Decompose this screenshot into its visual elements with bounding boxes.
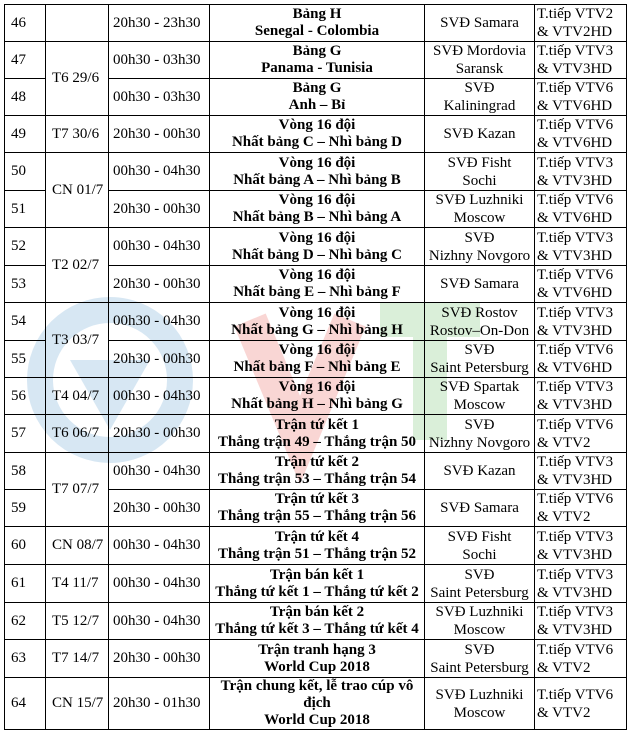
broadcast-cell [535,79,627,116]
match-info-cell [210,191,425,228]
match-line: Vòng 16 đội [278,379,356,395]
match-line: Bảng G [292,43,342,59]
kickoff-time-cell: 20h30 - 00h30 [109,415,210,453]
venue-line: SVĐ [464,641,495,658]
match-line: Thắng trận 49 – Thắng trận 50 [217,433,417,450]
match-line: Nhất bảng E – Nhì bảng F [233,284,401,300]
kickoff-time-cell: 20h30 - 00h30 [109,341,210,378]
match-line: Vòng 16 đội [278,154,356,171]
match-number-cell: 58 [5,453,46,490]
kickoff-time-cell: 00h30 - 04h30 [109,228,210,266]
broadcast-line: & VTV3HD [537,247,613,264]
match-info-cell [210,153,425,191]
kickoff-time-cell: 00h30 - 04h30 [109,565,210,603]
venue-cell [425,341,535,378]
broadcast-line: & VTV3HD [537,622,613,638]
match-number-cell: 51 [5,191,46,228]
venue-line: Moscow [453,397,506,413]
venue-line: Moscow [453,622,506,638]
broadcast-cell [535,303,627,341]
match-number-cell: 61 [5,565,46,603]
match-line: Vòng 16 đội [278,117,356,133]
table-row [5,116,627,153]
match-line: Trận bán kết 2 [269,604,365,620]
kickoff-time-cell: 20h30 - 01h30 [109,678,210,730]
broadcast-line: & VTV2 [537,704,591,721]
match-number-cell: 60 [5,527,46,565]
broadcast-line: & VTV3HD [537,172,613,189]
match-info-cell [210,266,425,303]
match-line: Thắng trận 53 – Thắng trận 54 [217,471,417,487]
table-row [5,565,627,603]
broadcast-line: T.tiếp VTV6 [537,342,614,358]
broadcast-cell [535,341,627,378]
match-day-cell: CN 01/7 [46,153,109,228]
match-line: Panama - Tunisia [261,60,373,76]
broadcast-line: & VTV6HD [537,98,613,114]
match-info-cell [210,678,425,730]
venue-line: SVĐ Luzhniki [435,686,524,703]
match-info-cell [210,378,425,415]
venue-line: Sochi [462,546,497,563]
broadcast-line: & VTV2HD [537,24,613,40]
venue-line: Nizhny Novgoro [428,247,531,264]
venue-cell [425,5,535,42]
kickoff-time-cell: 00h30 - 03h30 [109,42,210,79]
broadcast-line: T.tiếp VTV3 [537,566,614,583]
kickoff-time-cell: 20h30 - 00h30 [109,191,210,228]
match-number-cell: 46 [5,5,46,42]
table-row [5,378,627,415]
match-number-cell: 55 [5,341,46,378]
venue-line: SVĐ [464,80,495,96]
broadcast-line: & VTV2 [537,659,591,676]
match-line: Trận tứ kết 1 [274,416,360,433]
match-day-cell: T7 07/7 [46,453,109,527]
match-line: Vòng 16 đội [278,304,356,321]
venue-cell [425,378,535,415]
broadcast-line: T.tiếp VTV6 [537,686,614,703]
broadcast-line: T.tiếp VTV3 [537,604,614,620]
match-line: Vòng 16 đội [278,229,356,246]
match-info-cell [210,527,425,565]
broadcast-line: & VTV3HD [537,584,613,601]
kickoff-time-cell: 00h30 - 04h30 [109,603,210,640]
kickoff-time-cell: 00h30 - 04h30 [109,303,210,341]
kickoff-time-cell: 20h30 - 00h30 [109,640,210,678]
kickoff-time-cell: 20h30 - 00h30 [109,116,210,153]
match-day-cell: T7 30/6 [46,116,109,153]
match-number-cell: 49 [5,116,46,153]
match-info-cell [210,5,425,42]
venue-line: Saint Petersburg [430,659,529,676]
table-row [5,228,627,266]
broadcast-cell [535,603,627,640]
broadcast-cell [535,678,627,730]
match-line: Vòng 16 đội [278,267,356,283]
venue-cell [425,527,535,565]
venue-cell [425,415,535,453]
venue-line: SVĐ Kazan [443,126,516,142]
venue-line: Rostov–On-Don [429,322,530,339]
match-line: Nhất bảng D – Nhì bảng C [231,246,403,263]
match-info-cell [210,490,425,527]
venue-cell [425,191,535,228]
match-line: Thắng tứ kết 1 – Thắng tứ kết 2 [215,583,419,600]
broadcast-line: T.tiếp VTV6 [537,117,614,133]
match-info-cell [210,228,425,266]
match-number-cell: 50 [5,153,46,191]
venue-cell [425,228,535,266]
venue-line: SVĐ [464,342,495,358]
venue-cell [425,42,535,79]
match-line: Thắng tứ kết 3 – Thắng tứ kết 4 [215,621,419,637]
broadcast-line: T.tiếp VTV3 [537,304,614,321]
venue-line: SVĐ Luzhniki [435,604,524,620]
match-line: Senegal - Colombia [254,23,380,39]
match-day-cell: T3 03/7 [46,303,109,378]
match-line: World Cup 2018 [264,658,370,675]
broadcast-line: T.tiếp VTV2 [537,6,614,22]
match-day-cell: T4 11/7 [46,565,109,603]
venue-line: Kaliningrad [443,98,516,114]
match-line: Vòng 16 đội [278,192,356,208]
venue-line: SVĐ Spartak [439,379,520,395]
kickoff-time-cell: 20h30 - 00h30 [109,490,210,527]
broadcast-cell [535,490,627,527]
match-info-cell [210,79,425,116]
venue-line: Saransk [455,61,504,77]
match-day-cell [46,5,109,42]
match-line: Trận bán kết 1 [269,566,365,583]
match-line: Anh – Bỉ [288,97,346,113]
broadcast-cell [535,228,627,266]
match-line: Nhất bảng H – Nhì bảng G [231,396,403,412]
broadcast-line: T.tiếp VTV3 [537,454,614,470]
venue-line: SVĐ Fisht [447,528,512,545]
match-info-cell [210,565,425,603]
venue-line: Saint Petersburg [430,584,529,601]
venue-line: Moscow [453,210,506,226]
match-number-cell: 57 [5,415,46,453]
match-number-cell: 63 [5,640,46,678]
broadcast-line: T.tiếp VTV6 [537,416,614,433]
match-day-cell: T7 14/7 [46,640,109,678]
broadcast-line: T.tiếp VTV3 [537,379,614,395]
match-day-cell: T6 29/6 [46,42,109,116]
table-row [5,678,627,730]
venue-cell [425,79,535,116]
match-number-cell: 54 [5,303,46,341]
broadcast-cell [535,378,627,415]
broadcast-line: & VTV6HD [537,285,613,301]
match-line: Thắng trận 55 – Thắng trận 56 [217,508,417,524]
match-day-cell: T4 04/7 [46,378,109,415]
match-number-cell: 53 [5,266,46,303]
kickoff-time-cell: 00h30 - 04h30 [109,153,210,191]
match-line: Thắng trận 51 – Thắng trận 52 [217,545,417,562]
broadcast-cell [535,42,627,79]
broadcast-cell [535,453,627,490]
match-number-cell: 47 [5,42,46,79]
broadcast-line: T.tiếp VTV3 [537,43,614,59]
broadcast-line: T.tiếp VTV6 [537,192,614,208]
venue-cell [425,678,535,730]
match-info-cell [210,453,425,490]
match-number-cell: 62 [5,603,46,640]
table-row [5,42,627,79]
match-number-cell: 56 [5,378,46,415]
broadcast-line: T.tiếp VTV6 [537,491,614,507]
venue-line: SVĐ Kazan [443,463,516,479]
broadcast-line: & VTV3HD [537,472,613,488]
match-number-cell: 59 [5,490,46,527]
broadcast-line: T.tiếp VTV6 [537,80,614,96]
broadcast-line: & VTV6HD [537,135,613,151]
broadcast-line: T.tiếp VTV6 [537,267,614,283]
table-row [5,415,627,453]
match-line: Trận chung kết, lễ trao cúp vô [220,678,414,694]
match-line: Nhất bảng G – Nhì bảng H [231,321,403,338]
venue-cell [425,640,535,678]
venue-line: SVĐ Mordovia [433,43,526,59]
broadcast-line: T.tiếp VTV3 [537,154,614,171]
match-line: Nhất bảng C – Nhì bảng D [231,134,403,150]
match-line: Bảng G [292,80,342,96]
venue-cell [425,303,535,341]
broadcast-cell [535,116,627,153]
match-info-cell [210,640,425,678]
venue-line: Nizhny Novgoro [428,434,531,451]
match-day-cell: CN 08/7 [46,527,109,565]
table-row [5,153,627,191]
venue-line: SVĐ [464,416,495,433]
venue-line: SVĐ Samara [440,276,519,292]
venue-line: SVĐ [464,229,495,246]
match-line: Trận tứ kết 2 [274,454,360,470]
match-info-cell [210,303,425,341]
broadcast-cell [535,565,627,603]
venue-line: Saint Petersburg [430,360,529,376]
match-number-cell: 48 [5,79,46,116]
match-info-cell [210,341,425,378]
match-number-cell: 64 [5,678,46,730]
broadcast-line: T.tiếp VTV3 [537,528,614,545]
venue-line: SVĐ [464,566,495,583]
broadcast-line: T.tiếp VTV6 [537,641,614,658]
match-info-cell [210,603,425,640]
broadcast-cell [535,640,627,678]
venue-line: Sochi [462,172,497,189]
match-day-cell: T6 06/7 [46,415,109,453]
match-number-cell: 52 [5,228,46,266]
match-info-cell [210,42,425,79]
broadcast-line: & VTV2 [537,509,591,525]
venue-line: SVĐ Fisht [447,154,512,171]
table-row [5,527,627,565]
venue-cell [425,565,535,603]
match-info-cell [210,116,425,153]
broadcast-cell [535,266,627,303]
broadcast-line: & VTV2 [537,434,591,451]
table-row [5,303,627,341]
broadcast-cell [535,5,627,42]
venue-line: SVĐ Samara [440,500,519,516]
venue-cell [425,116,535,153]
broadcast-line: & VTV3HD [537,397,613,413]
kickoff-time-cell: 00h30 - 04h30 [109,527,210,565]
table-row [5,5,627,42]
match-day-cell: T5 12/7 [46,603,109,640]
match-line: Bảng H [292,6,342,22]
broadcast-cell [535,191,627,228]
broadcast-cell [535,527,627,565]
table-row [5,453,627,490]
match-line: Trận tứ kết 3 [274,491,360,507]
match-line: Nhất bảng A – Nhì bảng B [233,171,401,188]
venue-cell [425,603,535,640]
venue-cell [425,453,535,490]
kickoff-time-cell: 00h30 - 03h30 [109,79,210,116]
table-row [5,603,627,640]
broadcast-line: T.tiếp VTV3 [537,229,614,246]
kickoff-time-cell: 00h30 - 04h30 [109,453,210,490]
match-day-cell: T2 02/7 [46,228,109,303]
kickoff-time-cell: 20h30 - 23h30 [109,5,210,42]
match-line: World Cup 2018 [264,712,370,728]
match-day-cell: CN 15/7 [46,678,109,730]
match-line: Trận tứ kết 4 [274,528,360,545]
broadcast-line: & VTV6HD [537,360,613,376]
venue-cell [425,153,535,191]
kickoff-time-cell: 20h30 - 00h30 [109,266,210,303]
venue-line: SVĐ Rostov [441,304,518,321]
match-line: địch [303,695,331,711]
world-cup-schedule-table [4,4,627,730]
venue-line: SVĐ Samara [440,15,519,31]
broadcast-line: & VTV3HD [537,546,613,563]
broadcast-line: & VTV3HD [537,61,613,77]
match-line: Trận tranh hạng 3 [258,641,376,658]
schedule-body [5,5,627,730]
venue-cell [425,490,535,527]
venue-line: Moscow [453,704,506,721]
venue-cell [425,266,535,303]
broadcast-line: & VTV3HD [537,322,613,339]
kickoff-time-cell: 00h30 - 04h30 [109,378,210,415]
broadcast-cell [535,415,627,453]
broadcast-cell [535,153,627,191]
match-line: Vòng 16 đội [278,342,356,358]
match-info-cell [210,415,425,453]
venue-line: SVĐ Luzhniki [435,192,524,208]
broadcast-line: & VTV6HD [537,210,613,226]
match-line: Nhất bảng F – Nhì bảng E [233,359,401,375]
match-line: Nhất bảng B – Nhì bảng A [232,209,402,225]
table-row [5,640,627,678]
